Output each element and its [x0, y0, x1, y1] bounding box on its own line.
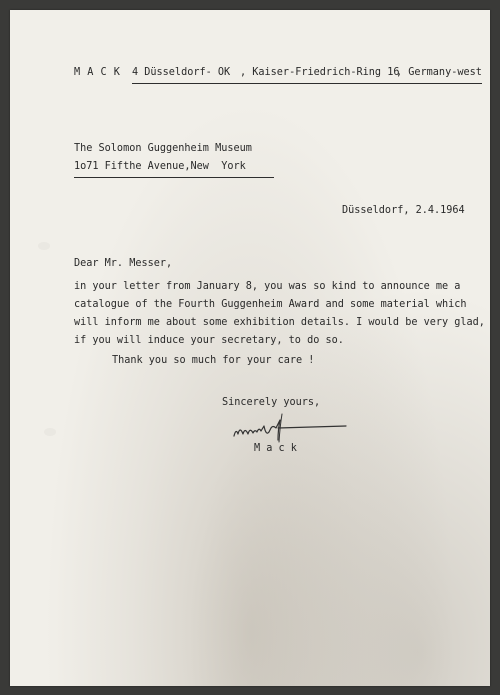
letterhead-rule — [132, 83, 482, 84]
letter-date: Düsseldorf, 2.4.1964 — [342, 205, 465, 216]
signature-name: M a c k — [254, 443, 297, 454]
salutation: Dear Mr. Messer, — [74, 258, 173, 269]
letterhead-country: , Germany-west — [396, 67, 482, 78]
recipient-line-2: 1o71 Fifthe Avenue,New York — [74, 161, 246, 172]
body-line-1: in your letter from January 8, you was so kind to announce me a — [74, 281, 461, 292]
punch-hole-bottom — [44, 428, 56, 436]
closing: Sincerely yours, — [222, 397, 321, 408]
body-line-2: catalogue of the Fourth Guggenheim Award and some material which — [74, 299, 467, 310]
handwritten-signature — [228, 412, 348, 446]
letter-page — [10, 10, 490, 686]
letterhead-street: , Kaiser-Friedrich-Ring 16 — [240, 67, 400, 78]
body-line-3: will inform me about some exhibition details. I would be very glad, — [74, 317, 485, 328]
letterhead-name: M A C K — [74, 67, 121, 78]
body-line-4: if you will induce your secretary, to do so. — [74, 335, 344, 346]
recipient-rule — [74, 177, 274, 178]
thanks-line: Thank you so much for your care ! — [112, 355, 315, 366]
recipient-line-1: The Solomon Guggenheim Museum — [74, 143, 252, 154]
punch-hole-top — [38, 242, 50, 250]
letterhead-city: 4 Düsseldorf- OK — [132, 67, 231, 78]
